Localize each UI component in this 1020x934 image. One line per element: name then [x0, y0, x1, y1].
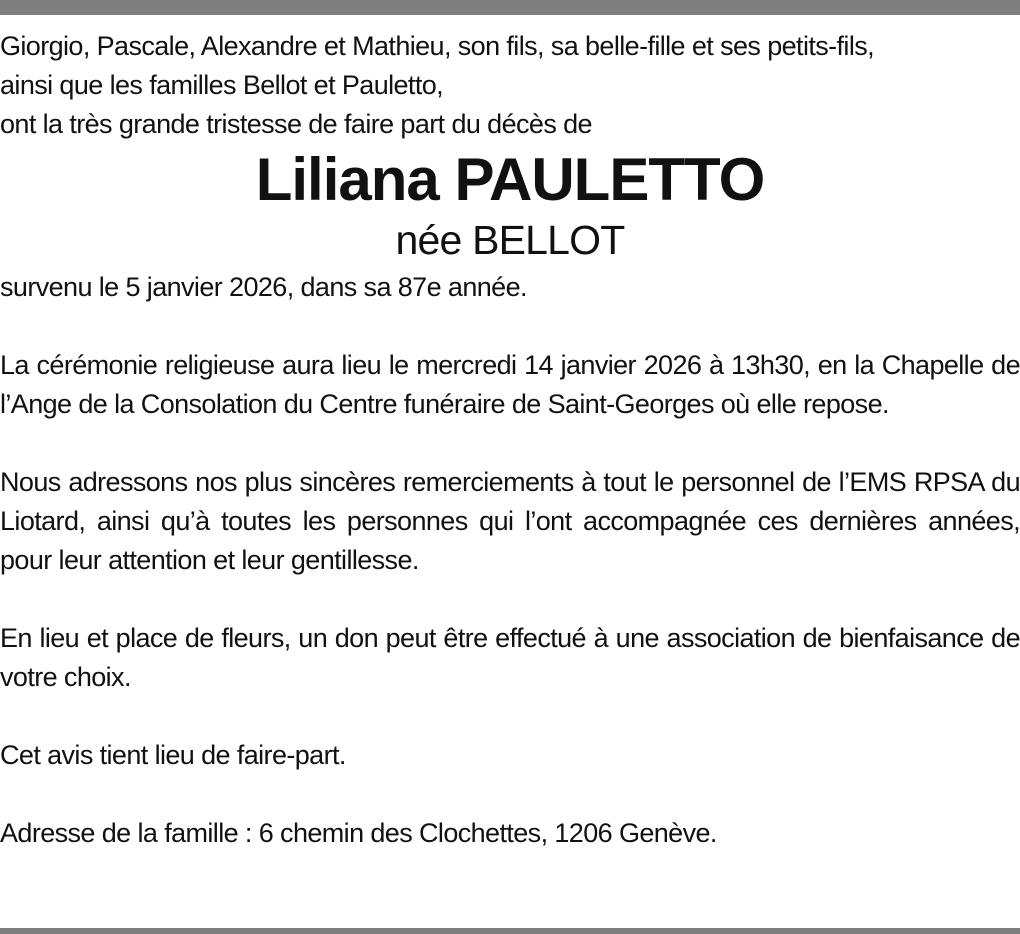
- maiden-name: née BELLOT: [395, 217, 625, 263]
- top-rule: [0, 0, 1020, 15]
- death-date-line: survenu le 5 janvier 2026, dans sa 87e année.: [0, 272, 527, 302]
- family-address: Adresse de la famille : 6 chemin des Clochettes, 1206 Genève.: [0, 818, 717, 848]
- intro-line-1: Giorgio, Pascale, Alexandre et Mathieu, son fils, sa belle-fille et ses petits-fils,: [0, 31, 875, 61]
- intro-line-2: ainsi que les familles Bellot et Pauletto,: [0, 70, 444, 100]
- ceremony-paragraph: La cérémonie religieuse aura lieu le mercredi 14 janvier 2026 à 13h30, en la Chapelle de l’Ange de la Consolation du Centre funéraire de Saint-Georges où elle repose.: [0, 350, 1020, 419]
- bottom-rule: [0, 928, 1020, 934]
- deceased-name: Liliana PAULETTO: [255, 146, 765, 213]
- notice-note: Cet avis tient lieu de faire-part.: [0, 740, 346, 770]
- obituary-notice: [0, 27, 1020, 853]
- donation-paragraph: En lieu et place de fleurs, un don peut être effectué à une association de bienfaisance de votre choix.: [0, 623, 1020, 692]
- thanks-paragraph: Nous adressons nos plus sincères remerciements à tout le personnel de l’EMS RPSA du Liotard, ainsi qu’à toutes les personnes qui l’ont accompagnée ces dernières années, pour leur attention et leur gentillesse.: [0, 467, 1020, 575]
- intro-line-3: ont la très grande tristesse de faire part du décès de: [0, 109, 592, 139]
